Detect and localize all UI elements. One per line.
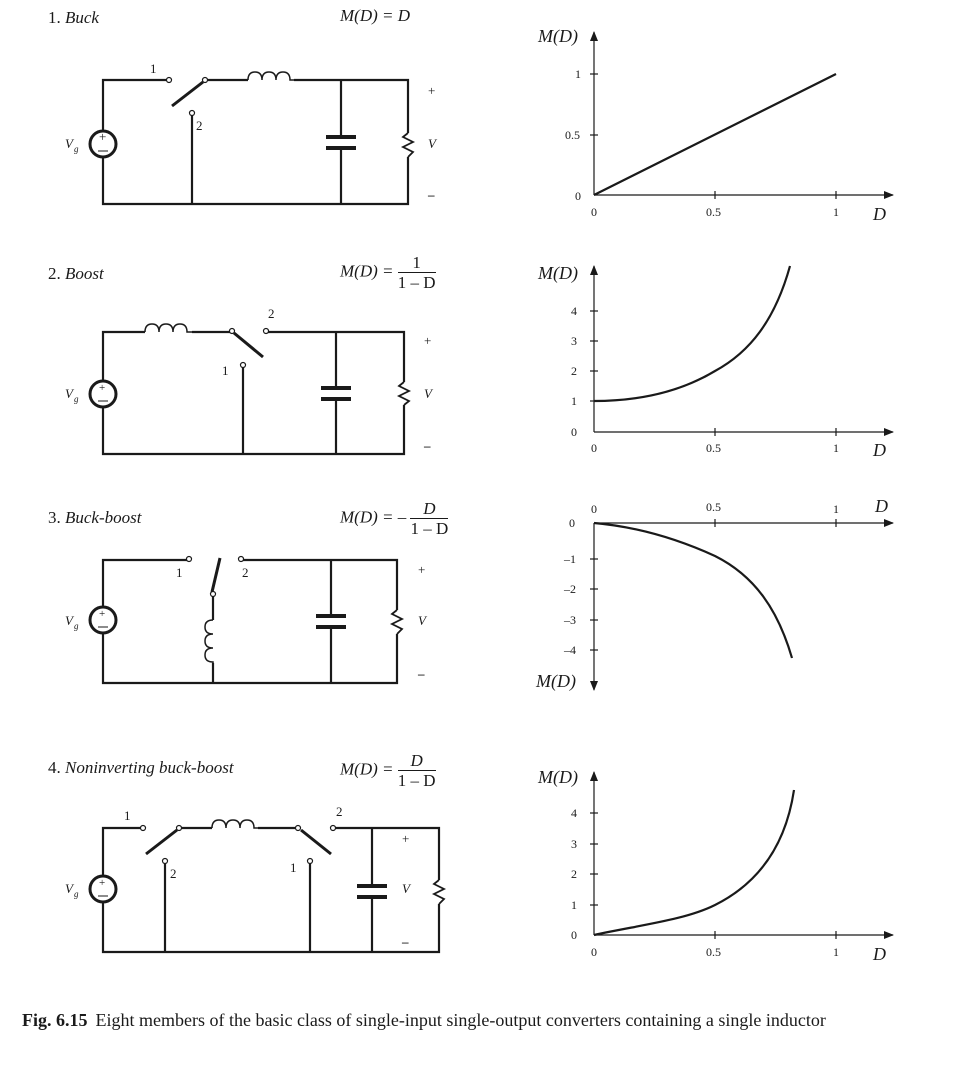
converter-number: 3. — [48, 508, 61, 527]
svg-text:1: 1 — [833, 205, 839, 219]
circuit-buck-boost-labels — [65, 562, 428, 681]
switch-b-label-1: 1 — [290, 860, 297, 875]
svg-text:4: 4 — [571, 304, 577, 318]
output-plus: + — [402, 831, 410, 846]
wire — [103, 902, 439, 952]
output-minus: – — [402, 934, 409, 949]
figure-caption-text: Eight members of the basic class of single-input single-output converters containing a single inductor — [95, 1010, 826, 1030]
svg-text:1: 1 — [575, 67, 581, 81]
curve — [594, 790, 794, 935]
switch-b-blade-icon — [301, 830, 331, 854]
x-axis-label: D — [873, 440, 886, 460]
source-label: V — [65, 136, 73, 151]
switch-contact-2 — [239, 557, 244, 562]
svg-text:3: 3 — [571, 837, 577, 851]
figure-caption — [22, 1007, 932, 1033]
plot-buck — [537, 26, 893, 224]
resistor-icon — [434, 880, 444, 904]
svg-text:0: 0 — [569, 516, 575, 530]
output-plus: + — [418, 562, 426, 577]
output-label: V — [418, 613, 426, 628]
circuit-buck — [90, 72, 413, 204]
svg-text:–1: –1 — [564, 552, 576, 566]
circuit-noninverting-buck-boost — [90, 820, 444, 952]
source-label: V — [65, 386, 73, 401]
switch-a-label-2: 2 — [170, 866, 177, 881]
svg-text:+: + — [99, 877, 106, 889]
switch-contact-1 — [167, 78, 172, 83]
equation-lhs: M(D) = — [340, 6, 394, 25]
equation-fraction: $\frac{D}{1 - D}$ — [397, 751, 436, 790]
switch-a-contact-1 — [141, 826, 146, 831]
inductor-icon — [205, 620, 213, 663]
equation-fraction: $\frac{1}{1 - D}$ — [397, 253, 436, 292]
switch-a-blade-icon — [146, 830, 177, 854]
resistor-icon — [399, 382, 409, 405]
converter-name: Buck — [65, 8, 99, 27]
svg-text:0: 0 — [591, 502, 597, 516]
converter-number: 1. — [48, 8, 61, 27]
inductor-icon — [212, 820, 258, 828]
resistor-icon — [392, 610, 402, 634]
svg-text:1: 1 — [571, 394, 577, 408]
y-axis-label: M(D) — [538, 767, 578, 787]
switch-label-2: 2 — [242, 565, 249, 580]
equation-lhs: M(D) = — [340, 759, 394, 779]
x-axis-label: D — [873, 944, 886, 964]
y-axis-label: M(D) — [538, 26, 578, 46]
equation-fraction: $\frac{D}{1 - D}$ — [410, 499, 449, 538]
svg-text:–4: –4 — [564, 643, 576, 657]
wire — [103, 405, 404, 454]
equation-lhs: M(D) = — [340, 261, 394, 281]
y-axis-label: M(D) — [538, 263, 578, 283]
switch-blade-icon — [234, 333, 263, 357]
plot-noninverting-buck-boost — [537, 767, 893, 964]
switch-label-1: 1 — [176, 565, 183, 580]
output-label: V — [402, 881, 410, 896]
switch-pivot — [203, 78, 208, 83]
switch-label-1: 1 — [150, 61, 157, 76]
switch-b-pivot — [296, 826, 301, 831]
x-axis-label: D — [875, 496, 888, 516]
svg-text:–2: –2 — [564, 582, 576, 596]
svg-text:1: 1 — [833, 441, 839, 455]
svg-text:+: + — [99, 129, 107, 144]
svg-text:+: + — [99, 608, 106, 620]
switch-a-pivot — [177, 826, 182, 831]
output-plus: + — [428, 83, 436, 98]
switch-contact-2 — [190, 111, 195, 116]
switch-label-2: 2 — [196, 118, 203, 133]
equation-lhs: M(D) = – — [340, 507, 407, 527]
svg-text:+: + — [99, 382, 106, 394]
inductor-icon — [248, 72, 294, 80]
switch-b-label-2: 2 — [336, 804, 343, 819]
circuit-noninverting-buck-boost-labels — [65, 804, 412, 949]
svg-text:0: 0 — [591, 205, 597, 219]
converter-name: Noninverting buck-boost — [65, 758, 234, 777]
output-minus: – — [424, 438, 431, 453]
output-label: V — [428, 136, 436, 151]
svg-text:2: 2 — [571, 867, 577, 881]
switch-contact-2 — [264, 329, 269, 334]
svg-text:1: 1 — [833, 502, 839, 516]
output-plus: + — [424, 333, 432, 348]
svg-text:1: 1 — [833, 945, 839, 959]
source-label: V — [65, 881, 73, 896]
plot-boost — [537, 263, 893, 460]
circuit-boost — [90, 324, 409, 454]
curve — [594, 74, 836, 195]
switch-a-contact-2 — [163, 859, 168, 864]
svg-text:g: g — [74, 144, 79, 154]
svg-text:2: 2 — [571, 364, 577, 378]
svg-text:g: g — [74, 889, 79, 899]
switch-b-contact-1 — [308, 859, 313, 864]
wire — [242, 560, 397, 610]
svg-text:0.5: 0.5 — [706, 945, 721, 959]
circuit-boost-labels — [65, 306, 434, 453]
wire — [103, 157, 408, 204]
svg-text:0: 0 — [575, 189, 581, 203]
svg-text:0.5: 0.5 — [565, 128, 580, 142]
output-label: V — [424, 386, 432, 401]
converter-number: 4. — [48, 758, 61, 777]
output-minus: – — [418, 666, 425, 681]
svg-text:–3: –3 — [564, 613, 576, 627]
y-axis-label: M(D) — [536, 671, 576, 691]
switch-pivot — [230, 329, 235, 334]
switch-label-1: 1 — [222, 363, 229, 378]
converter-number: 2. — [48, 264, 61, 283]
switch-blade-icon — [212, 558, 220, 592]
wire — [103, 80, 168, 131]
curve — [594, 266, 790, 401]
wire — [334, 828, 439, 880]
switch-label-2: 2 — [268, 306, 275, 321]
resistor-icon — [403, 133, 413, 157]
svg-text:4: 4 — [571, 806, 577, 820]
converter-name: Buck-boost — [65, 508, 142, 527]
svg-text:0: 0 — [571, 425, 577, 439]
svg-text:0.5: 0.5 — [706, 205, 721, 219]
equation-rhs: D — [397, 6, 411, 25]
switch-pivot — [211, 592, 216, 597]
svg-text:0.5: 0.5 — [706, 441, 721, 455]
wire — [103, 332, 145, 381]
svg-text:1: 1 — [571, 898, 577, 912]
output-minus: – — [428, 187, 435, 202]
inductor-icon — [145, 324, 192, 332]
switch-contact-1 — [241, 363, 246, 368]
source-label: V — [65, 613, 73, 628]
wire — [103, 828, 142, 876]
circuit-buck-labels — [65, 61, 438, 202]
wire — [103, 633, 397, 683]
figure-caption-label: Fig. 6.15 — [22, 1010, 88, 1030]
svg-text:0.5: 0.5 — [706, 500, 721, 514]
svg-text:g: g — [74, 394, 79, 404]
svg-text:0: 0 — [571, 928, 577, 942]
curve — [594, 523, 792, 658]
svg-text:0: 0 — [591, 945, 597, 959]
svg-text:g: g — [74, 621, 79, 631]
switch-a-label-1: 1 — [124, 808, 131, 823]
svg-text:0: 0 — [591, 441, 597, 455]
switch-blade-icon — [172, 82, 203, 106]
svg-text:3: 3 — [571, 334, 577, 348]
switch-contact-1 — [187, 557, 192, 562]
wire — [103, 560, 187, 607]
plot-buck-boost — [535, 496, 893, 692]
x-axis-label: D — [873, 204, 886, 224]
converter-name: Boost — [65, 264, 104, 283]
wire — [294, 80, 408, 133]
switch-b-contact-2 — [331, 826, 336, 831]
